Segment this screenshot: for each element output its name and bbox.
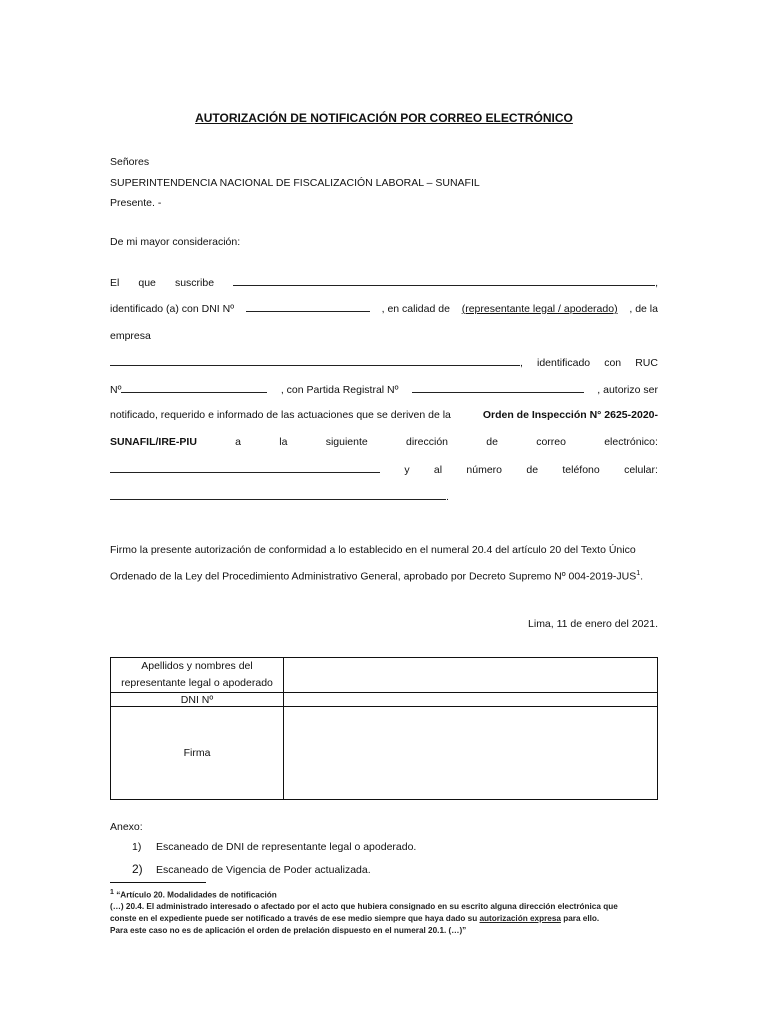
- firmo-line-2: [110, 570, 643, 583]
- word: número: [466, 464, 503, 476]
- footnote-title-text: “Artículo 20. Modalidades de notificación: [116, 890, 277, 900]
- name-label-cell: [111, 658, 284, 693]
- word: RUC: [635, 357, 658, 369]
- empresa-label: empresa: [110, 330, 151, 342]
- anexo-text: Escaneado de DNI de representante legal o apoderado.: [156, 841, 417, 853]
- footnote-num: 1: [110, 889, 114, 896]
- word: celular:: [624, 464, 658, 476]
- text: .: [446, 491, 449, 503]
- word: identificado: [537, 357, 591, 369]
- text: Nº: [110, 384, 122, 396]
- text: para ello.: [563, 914, 600, 923]
- footnote-rule: [110, 882, 206, 883]
- order-number: Orden de Inspección N° 2625-2020-: [482, 409, 658, 421]
- word: electrónico:: [604, 436, 658, 448]
- underlined-text: autorización expresa: [479, 914, 561, 923]
- text: Ordenado de la Ley del Procedimiento Administrativo General, aprobado por Decreto Supremo Nº 004-2019-JUS: [110, 570, 637, 583]
- text: conste en el expediente puede ser notificado a través de ese medio siempre que haya dado su: [110, 914, 478, 923]
- text: .: [640, 570, 644, 583]
- footnote-line-1: (…) 20.4. El administrado interesado o afectado por el acto que hubiera consignado en su escrito alguna dirección electrónica que: [110, 902, 618, 911]
- text: , con Partida Registral Nº: [280, 384, 399, 396]
- name-blank[interactable]: [233, 276, 655, 286]
- text: , autorizo ser: [597, 384, 658, 396]
- body-line-4: , identificado con RUC: [110, 356, 658, 369]
- role-text: (representante legal / apoderado): [461, 303, 618, 315]
- word: que: [138, 277, 156, 289]
- date: Lima, 11 de enero del 2021.: [528, 618, 658, 630]
- firma-value-cell[interactable]: [284, 707, 658, 800]
- body-line-2: [110, 302, 658, 315]
- partida-blank[interactable]: [412, 383, 584, 393]
- firmo-line-1: Firmo la presente autorización de conformidad a lo establecido en el numeral 20.4 del artículo 20 del Texto Único: [110, 544, 636, 556]
- body-line-5: [110, 383, 658, 396]
- document-title: AUTORIZACIÓN DE NOTIFICACIÓN POR CORREO ELECTRÓNICO: [195, 111, 573, 125]
- word: dirección: [405, 436, 449, 448]
- dni-value-cell[interactable]: [284, 693, 658, 707]
- body-line-8: [110, 463, 658, 476]
- word: siguiente: [325, 436, 368, 448]
- dni-blank[interactable]: [246, 302, 370, 312]
- body-line-7: [110, 436, 658, 448]
- body-line-1: El que suscribe ,: [110, 277, 658, 289]
- phone-blank[interactable]: [110, 490, 446, 500]
- word: teléfono: [562, 464, 600, 476]
- name-label-b: representante legal o apoderado: [121, 677, 273, 689]
- anexo-item: [132, 862, 371, 876]
- word: correo: [536, 436, 566, 448]
- anexo-num: 2): [132, 862, 143, 876]
- salutation: Señores: [110, 156, 150, 168]
- greeting: De mi mayor consideración:: [110, 236, 241, 248]
- footnote-line-2: [110, 913, 658, 924]
- word: El: [110, 277, 120, 289]
- footnote-line-3: Para este caso no es de aplicación el orden de prelación dispuesto en el numeral 20.1. (…)”: [110, 926, 467, 935]
- presente: Presente. -: [110, 197, 162, 209]
- name-value-cell[interactable]: [284, 658, 658, 693]
- word: suscribe: [174, 277, 215, 289]
- anexo-text: Escaneado de Vigencia de Poder actualizada.: [156, 864, 371, 876]
- body-line-9: [110, 490, 449, 503]
- signature-table: [110, 657, 658, 800]
- anexo-label: Anexo:: [110, 821, 143, 833]
- email-blank[interactable]: [110, 463, 380, 473]
- word: al: [433, 464, 443, 476]
- word: y: [404, 464, 410, 476]
- word: con: [604, 357, 622, 369]
- word: la: [279, 436, 288, 448]
- anexo-item: [132, 841, 416, 853]
- word: de: [486, 436, 498, 448]
- footnote-ref: 1: [636, 570, 641, 577]
- recipient: SUPERINTENDENCIA NACIONAL DE FISCALIZACIÓN LABORAL – SUNAFIL: [110, 177, 480, 189]
- order-number-cont: SUNAFIL/IRE-PIU: [110, 436, 197, 448]
- text: , en calidad de: [381, 303, 450, 315]
- footnote-title: [110, 887, 658, 901]
- body-line-6: [110, 409, 658, 421]
- ruc-blank[interactable]: [121, 383, 267, 393]
- firma-label: Firma: [111, 707, 284, 800]
- text: identificado (a) con DNI Nº: [110, 303, 235, 315]
- anexo-num: 1): [132, 841, 142, 853]
- text: , de la: [629, 303, 658, 315]
- text: notificado, requerido e informado de las actuaciones que se deriven de la: [110, 409, 451, 421]
- word: de: [526, 464, 539, 476]
- dni-label: DNI Nº: [111, 693, 284, 707]
- company-blank[interactable]: [110, 356, 520, 366]
- name-label-a: Apellidos y nombres del: [141, 660, 253, 672]
- word: a: [235, 436, 242, 448]
